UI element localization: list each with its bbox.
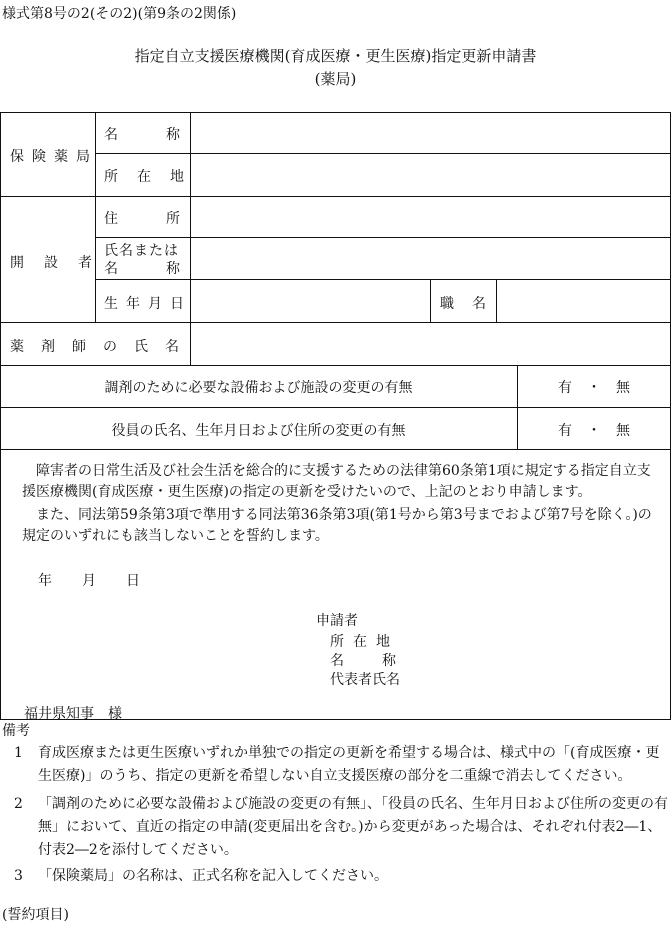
pharmacy-location-label: 所在地 — [104, 169, 203, 185]
row-divider — [95, 237, 670, 238]
date-year-label: 年 — [38, 573, 52, 589]
document-title: 指定自立支援医療機関(育成医療・更生医療)指定更新申請書 — [134, 47, 537, 65]
founder-name-label-line1: 氏名または — [104, 243, 179, 259]
pharmacy-group-label: 保険薬局 — [10, 149, 98, 165]
column-divider — [190, 112, 191, 365]
facility-change-question: 調剤のために必要な設備および施設の変更の有無 — [104, 380, 413, 396]
remarks-heading: 備考 — [2, 723, 30, 739]
applicant-representative-label: 代表者氏名 — [330, 672, 400, 688]
application-form-table — [0, 112, 671, 720]
applicant-name-label: 名称 — [330, 653, 434, 669]
row-divider — [0, 365, 671, 366]
facility-change-yes-option[interactable]: 有 — [558, 380, 572, 396]
table-border-top — [0, 112, 671, 113]
remark-number: 2 — [14, 796, 23, 812]
row-divider — [0, 407, 671, 408]
officer-change-question: 役員の氏名、生年月日および住所の変更の有無 — [111, 423, 406, 439]
pharmacy-location-field[interactable] — [196, 158, 664, 192]
founder-name-label-line2: 名称 — [104, 261, 228, 277]
founder-name-field[interactable] — [196, 242, 664, 276]
form-number-note: 様式第8号の2(その2)(第9条の2関係) — [2, 6, 237, 22]
row-divider — [95, 279, 670, 280]
date-month-label: 月 — [82, 573, 96, 589]
row-divider — [0, 322, 671, 323]
pledge-statement: また、同法第59条第3項で準用する同法第36条第3項(第1号から第3号までおよび第7号を除く。)の規定のいずれにも該当しないことを誓約します。 — [22, 507, 652, 544]
remark-item-1: 育成医療または更生医療いずれか単独での指定の更新を希望する場合は、様式中の「(育成医療・更生医療)」のうち、指定の更新を希望しない自立支援医療の部分を二重線で消去してください。 — [38, 745, 660, 784]
date-day-label: 日 — [126, 573, 140, 589]
remarks-section — [0, 720, 671, 921]
applicant-location-label: 所在地 — [330, 634, 399, 650]
pharmacy-name-field[interactable] — [196, 116, 664, 150]
row-divider — [0, 449, 671, 450]
row-divider — [95, 153, 670, 154]
column-divider — [517, 365, 518, 449]
pharmacy-name-label: 名称 — [104, 127, 228, 143]
founder-address-field[interactable] — [196, 201, 664, 235]
pharmacist-name-field[interactable] — [196, 327, 664, 361]
column-divider — [95, 112, 96, 322]
founder-occupation-field[interactable] — [502, 284, 664, 318]
founder-occupation-label: 職名 — [440, 296, 504, 312]
remark-number: 3 — [14, 868, 23, 884]
pharmacist-name-label: 薬剤師の氏名 — [10, 339, 196, 355]
founder-birthdate-label: 生年月日 — [104, 296, 192, 312]
applicant-label: 申請者 — [316, 613, 358, 629]
document-subtitle: (薬局) — [314, 70, 357, 88]
pledge-items-heading: (誓約項目) — [2, 907, 69, 923]
column-divider — [430, 279, 431, 322]
option-separator: ・ — [587, 380, 601, 396]
officer-change-yes-option[interactable]: 有 — [558, 423, 572, 439]
option-separator: ・ — [587, 423, 601, 439]
remark-number: 1 — [14, 745, 23, 761]
table-border-left — [0, 112, 1, 720]
remark-item-2: 「調剤のために必要な設備および施設の変更の有無」、「役員の氏名、生年月日および住所の変更の有無」において、直近の指定の申請(変更届出を含む。)から変更があった場合は、それぞれ付表2―1、付表2―2を添付してください。 — [38, 796, 668, 858]
facility-change-no-option[interactable]: 無 — [616, 380, 630, 396]
founder-address-label: 住所 — [104, 211, 228, 227]
addressee-governor: 福井県知事 様 — [24, 706, 122, 722]
officer-change-no-option[interactable]: 無 — [616, 423, 630, 439]
founder-birthdate-field[interactable] — [196, 284, 424, 318]
application-statement: 障害者の日常生活及び社会生活を総合的に支援するための法律第60条第1項に規定する指定自立支援医療機関(育成医療・更生医療)の指定の更新を受けたいので、上記のとおり申請します。 — [22, 463, 651, 500]
founder-group-label: 開設者 — [10, 255, 112, 271]
row-divider — [0, 196, 671, 197]
remark-item-3: 「保険薬局」の名称は、正式名称を記入してください。 — [38, 868, 388, 884]
